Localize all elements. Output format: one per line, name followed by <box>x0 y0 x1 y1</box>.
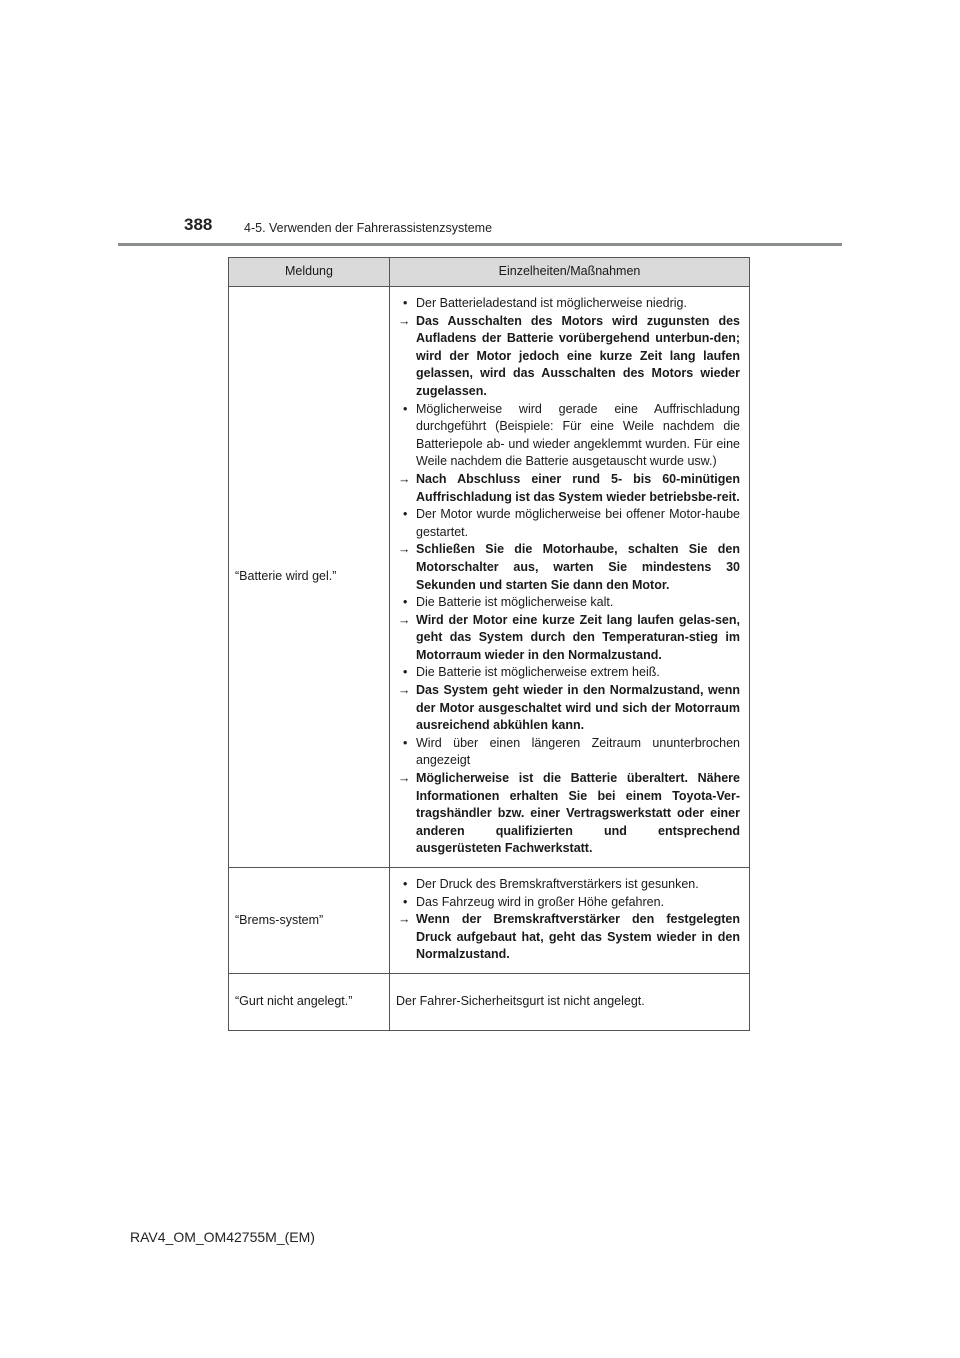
bullet-icon: • <box>403 595 408 610</box>
table-row <box>229 287 750 868</box>
column-header-einzelheiten: Einzelheiten/Maßnahmen <box>390 258 750 287</box>
list-item: → Wenn der Bremskraftverstärker den festgelegten Druck aufgebaut hat, geht das System wieder in den Normalzustand. <box>398 912 740 962</box>
list-item: → Das Ausschalten des Motors wird zugunsten des Aufladens der Batterie vorübergehend unterbun-den; wird der Motor jedoch eine kurze Zeit lang laufen gelassen, wird das Ausschalten des Motors wieder zugelassen. <box>398 313 740 398</box>
details-cell <box>390 287 750 868</box>
details-cell <box>390 868 750 974</box>
page-number: 388 <box>184 215 213 234</box>
list-item: → Schließen Sie die Motorhaube, schalten Sie den Motorschalter aus, warten Sie mindestens 30 Sekunden und starten Sie dann den Motor. <box>398 542 740 592</box>
section-title: 4-5. Verwenden der Fahrerassistenzsysteme <box>244 221 493 235</box>
list-item: • Die Batterie ist möglicherweise kalt. <box>398 594 740 612</box>
arrow-right-icon: → <box>398 313 411 328</box>
list-item: • Das Fahrzeug wird in großer Höhe gefahren. <box>398 894 740 912</box>
list-item: → Das System geht wieder in den Normalzustand, wenn der Motor ausgeschaltet wird und sich der Motorraum ausreichend abkühlen kann. <box>398 683 740 733</box>
message-cell: “Brems-system” <box>229 868 390 974</box>
bullet-icon: • <box>403 665 408 680</box>
document-code: RAV4_OM_OM42755M_(EM) <box>130 1229 315 1245</box>
bullet-icon: • <box>403 507 408 522</box>
message-cell: “Batterie wird gel.” <box>229 287 390 868</box>
arrow-right-icon: → <box>398 683 411 698</box>
table-row <box>229 973 750 1030</box>
list-item: • Der Motor wurde möglicherweise bei offener Motor-haube gestartet. <box>403 507 740 539</box>
header-divider <box>118 243 842 246</box>
arrow-right-icon: → <box>398 542 411 557</box>
list-item: • Die Batterie ist möglicherweise extrem heiß. <box>398 664 740 682</box>
list-item: → Möglicherweise ist die Batterie überaltert. Nähere Informationen erhalten Sie bei einem Toyota-Ver-tragshändler bzw. einer Vertragswerkstatt oder einer anderen qualifizierten und entsprechend ausgerüsteten Fachwerkstatt. <box>398 771 740 856</box>
table-row <box>229 868 750 974</box>
list-item: • Möglicherweise wird gerade eine Auffrischladung durchgeführt (Beispiele: Für eine Weile nachdem die Batteriepole ab- und wieder angeklemmt wurden. Für eine Weile nachdem die Batterie ausgetauscht wurde usw.) <box>403 401 740 469</box>
list-item: → Nach Abschluss einer rund 5- bis 60-minütigen Auffrischladung ist das System wieder betriebsbe-reit. <box>398 471 740 504</box>
message-table <box>228 257 750 1031</box>
arrow-right-icon: → <box>398 912 411 927</box>
list-item: → Wird der Motor eine kurze Zeit lang laufen gelas-sen, geht das System durch den Temperaturan-stieg im Motorraum wieder in den Normalzustand. <box>398 612 740 662</box>
table-header-row <box>229 258 750 287</box>
bullet-icon: • <box>403 877 408 891</box>
bullet-icon: • <box>403 735 408 750</box>
list-item: • Wird über einen längeren Zeitraum ununterbrochen angezeigt <box>403 735 740 768</box>
bullet-icon: • <box>403 894 408 909</box>
arrow-right-icon: → <box>398 471 411 486</box>
arrow-right-icon: → <box>398 612 411 627</box>
details-cell: Der Fahrer-Sicherheitsgurt ist nicht angelegt. <box>390 973 750 1030</box>
message-cell: “Gurt nicht angelegt.” <box>229 973 390 1030</box>
arrow-right-icon: → <box>398 771 411 786</box>
bullet-icon: • <box>403 401 408 416</box>
list-item: • Der Druck des Bremskraftverstärkers ist gesunken. <box>398 876 740 894</box>
column-header-meldung: Meldung <box>229 258 390 287</box>
bullet-icon: • <box>403 296 408 310</box>
list-item: • Der Batterieladestand ist möglicherweise niedrig. <box>398 295 740 313</box>
